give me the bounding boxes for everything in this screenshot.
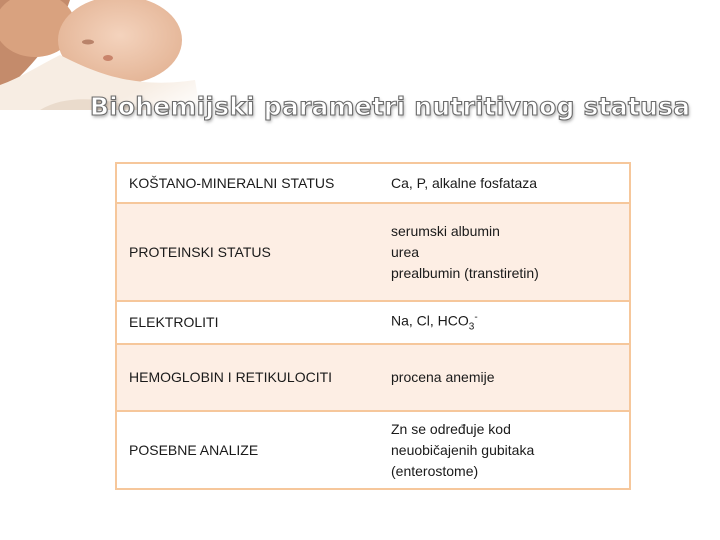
row-label: ELEKTROLITI: [116, 301, 379, 344]
value-subscript: 3: [468, 321, 475, 333]
row-value: [379, 301, 630, 344]
table-row: [116, 163, 630, 203]
row-label: HEMOGLOBIN I RETIKULOCITI: [116, 344, 379, 411]
slide-title: Biohemijski parametri nutritivnog statusa: [89, 92, 691, 121]
row-value: [379, 411, 630, 489]
value-line: (enterostome): [391, 462, 479, 479]
row-label: POSEBNE ANALIZE: [116, 411, 379, 489]
table-row: [116, 411, 630, 489]
value-line: Zn se određuje kod: [391, 420, 511, 437]
row-label: PROTEINSKI STATUS: [116, 203, 379, 301]
row-label: KOŠTANO-MINERALNI STATUS: [116, 163, 379, 203]
value-text: Na, Cl, HCO: [391, 312, 469, 329]
table-row: [116, 344, 630, 411]
table-row: [116, 203, 630, 301]
table-row: [116, 301, 630, 344]
value-line: serumski albumin: [391, 222, 500, 239]
row-value: [379, 344, 630, 411]
parameters-table: [115, 162, 631, 490]
value-line: prealbumin (transtiretin): [391, 264, 539, 281]
value-line: Ca, P, alkalne fosfataza: [391, 174, 538, 191]
value-superscript: -: [474, 312, 478, 324]
value-line: neuobičajenih gubitaka: [391, 441, 535, 458]
value-line: procena anemije: [391, 369, 495, 385]
row-value: [379, 163, 630, 203]
value-line: urea: [391, 243, 420, 260]
row-value: [379, 203, 630, 301]
